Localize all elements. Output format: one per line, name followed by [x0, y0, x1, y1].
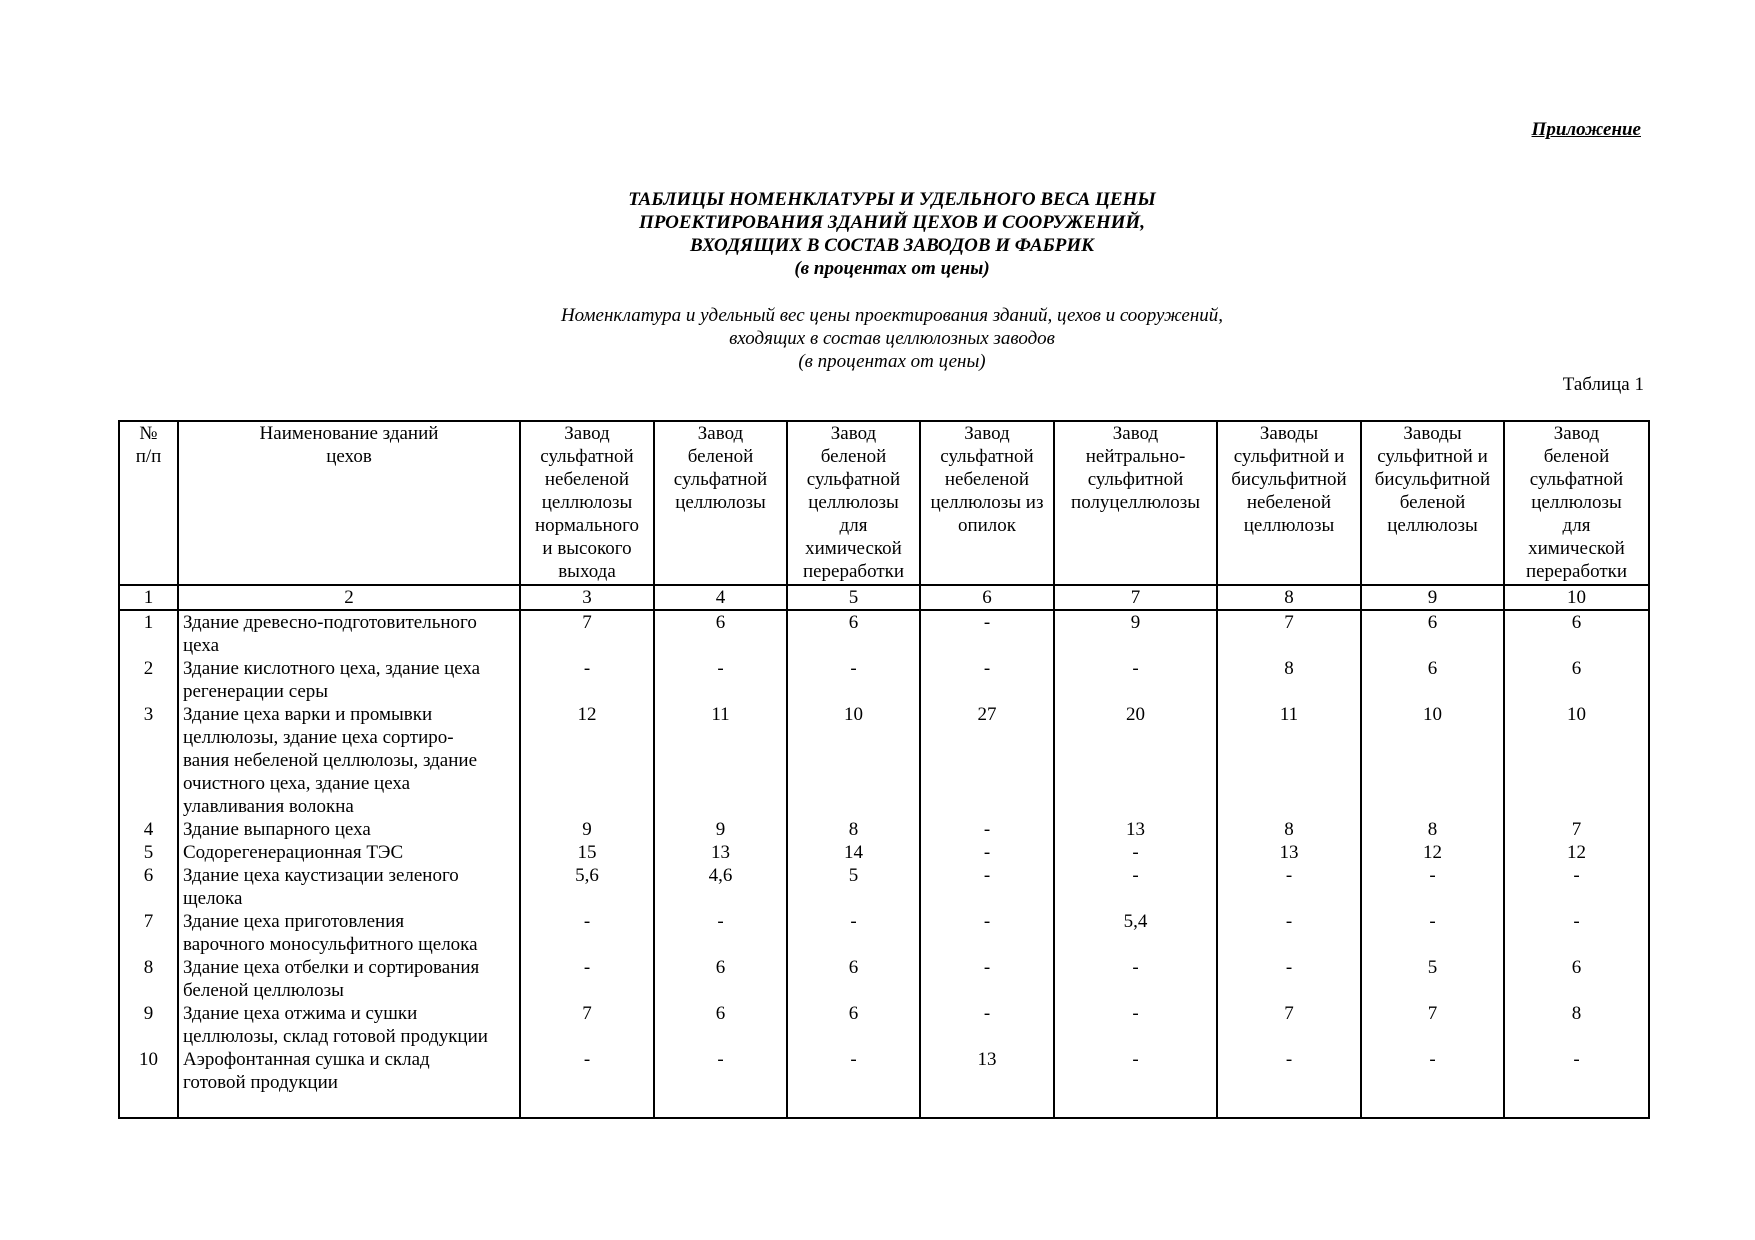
value-cell: 7 [1504, 818, 1649, 841]
building-name: Здание древесно-подготовительного цеха [178, 610, 520, 657]
value-cell: 7 [520, 610, 654, 657]
value-cell: 11 [654, 703, 787, 818]
table-row [119, 841, 1649, 864]
value-cell: - [1217, 910, 1361, 956]
column-header: Завод сульфатной небеленой целлюлозы нормального и высокого выхода [520, 421, 654, 585]
table-row [119, 703, 1649, 818]
row-number: 3 [119, 703, 178, 818]
table-row [119, 610, 1649, 657]
subtitle-line: входящих в состав целлюлозных заводов [729, 328, 1055, 349]
value-cell: 12 [520, 703, 654, 818]
subtitle-line: (в процентах от цены) [798, 351, 986, 372]
value-cell: 11 [1217, 703, 1361, 818]
value-cell: 5 [1361, 956, 1504, 1002]
title-line: ТАБЛИЦЫ НОМЕНКЛАТУРЫ И УДЕЛЬНОГО ВЕСА ЦЕНЫ [628, 189, 1156, 210]
value-cell: 8 [1361, 818, 1504, 841]
value-cell: - [1361, 910, 1504, 956]
column-number: 7 [1054, 585, 1217, 610]
row-number: 2 [119, 657, 178, 703]
building-name: Здание цеха отжима и сушки целлюлозы, склад готовой продукции [178, 1002, 520, 1048]
column-number: 6 [920, 585, 1054, 610]
value-cell: 7 [520, 1002, 654, 1048]
table-row [119, 1002, 1649, 1048]
value-cell: - [1054, 864, 1217, 910]
value-cell: 14 [787, 841, 920, 864]
value-cell: 6 [1504, 610, 1649, 657]
building-name: Здание цеха отбелки и сортирования беленой целлюлозы [178, 956, 520, 1002]
title-line: ПРОЕКТИРОВАНИЯ ЗДАНИЙ ЦЕХОВ И СООРУЖЕНИЙ, [639, 212, 1145, 233]
value-cell: - [1054, 841, 1217, 864]
value-cell: 8 [1504, 1002, 1649, 1048]
value-cell: 6 [787, 1002, 920, 1048]
value-cell: - [1361, 864, 1504, 910]
column-number: 5 [787, 585, 920, 610]
column-number: 10 [1504, 585, 1649, 610]
value-cell: - [920, 1002, 1054, 1048]
value-cell: - [520, 910, 654, 956]
nomenclature-table [118, 420, 1650, 1119]
row-number: 8 [119, 956, 178, 1002]
value-cell: 5,6 [520, 864, 654, 910]
building-name: Здание выпарного цеха [178, 818, 520, 841]
value-cell: 12 [1361, 841, 1504, 864]
value-cell: - [920, 657, 1054, 703]
value-cell: 9 [654, 818, 787, 841]
value-cell: - [1217, 1048, 1361, 1118]
value-cell: - [520, 956, 654, 1002]
table-header-row [119, 421, 1649, 585]
value-cell: - [920, 956, 1054, 1002]
value-cell: 6 [654, 610, 787, 657]
appendix-label: Приложение [1531, 119, 1641, 140]
value-cell: 6 [1361, 610, 1504, 657]
value-cell: - [787, 1048, 920, 1118]
value-cell: 15 [520, 841, 654, 864]
column-number: 4 [654, 585, 787, 610]
row-number: 6 [119, 864, 178, 910]
title-line: ВХОДЯЩИХ В СОСТАВ ЗАВОДОВ И ФАБРИК [689, 235, 1095, 256]
value-cell: - [1217, 956, 1361, 1002]
value-cell: - [787, 657, 920, 703]
value-cell: - [1504, 910, 1649, 956]
value-cell: - [654, 910, 787, 956]
column-number: 1 [119, 585, 178, 610]
value-cell: - [920, 610, 1054, 657]
value-cell: 12 [1504, 841, 1649, 864]
value-cell: 4,6 [654, 864, 787, 910]
building-name: Здание цеха варки и промывки целлюлозы, здание цеха сортиро- вания небеленой целлюлозы, здание очистного цеха, здание цеха улавливания волокна [178, 703, 520, 818]
value-cell: 6 [1504, 657, 1649, 703]
value-cell: 7 [1217, 610, 1361, 657]
value-cell: 7 [1217, 1002, 1361, 1048]
column-header: Завод беленой сульфатной целлюлозы для химической переработки [787, 421, 920, 585]
value-cell: - [1361, 1048, 1504, 1118]
value-cell: 13 [920, 1048, 1054, 1118]
value-cell: - [920, 864, 1054, 910]
value-cell: - [520, 1048, 654, 1118]
building-name: Здание цеха каустизации зеленого щелока [178, 864, 520, 910]
building-name: Содорегенерационная ТЭС [178, 841, 520, 864]
table-subtitle [0, 304, 1755, 373]
value-cell: - [920, 910, 1054, 956]
table-row [119, 657, 1649, 703]
value-cell: 8 [1217, 657, 1361, 703]
value-cell: 6 [654, 1002, 787, 1048]
value-cell: - [1054, 1002, 1217, 1048]
value-cell: 13 [1217, 841, 1361, 864]
value-cell: - [1054, 657, 1217, 703]
column-header: Завод сульфатной небеленой целлюлозы из опилок [920, 421, 1054, 585]
row-number: 1 [119, 610, 178, 657]
column-number-row [119, 585, 1649, 610]
value-cell: 6 [787, 956, 920, 1002]
subtitle-line: Номенклатура и удельный вес цены проектирования зданий, цехов и сооружений, [560, 305, 1224, 326]
value-cell: - [787, 910, 920, 956]
value-cell: 27 [920, 703, 1054, 818]
column-number: 9 [1361, 585, 1504, 610]
building-name: Аэрофонтанная сушка и склад готовой продукции [178, 1048, 520, 1118]
value-cell: 8 [1217, 818, 1361, 841]
value-cell: 6 [1504, 956, 1649, 1002]
table-row [119, 1048, 1649, 1118]
table-row [119, 864, 1649, 910]
value-cell: 9 [520, 818, 654, 841]
value-cell: 20 [1054, 703, 1217, 818]
value-cell: - [654, 657, 787, 703]
column-header: Завод беленой сульфатной целлюлозы [654, 421, 787, 585]
value-cell: - [920, 818, 1054, 841]
table-row [119, 956, 1649, 1002]
table-number-label: Таблица 1 [1562, 374, 1644, 395]
column-number: 2 [178, 585, 520, 610]
table-row [119, 910, 1649, 956]
row-number: 10 [119, 1048, 178, 1118]
value-cell: 6 [1361, 657, 1504, 703]
column-header: Заводы сульфитной и бисульфитной беленой целлюлозы [1361, 421, 1504, 585]
value-cell: - [1217, 864, 1361, 910]
row-number: 4 [119, 818, 178, 841]
value-cell: - [1054, 1048, 1217, 1118]
value-cell: - [1504, 864, 1649, 910]
value-cell: 10 [1361, 703, 1504, 818]
value-cell: - [1504, 1048, 1649, 1118]
row-number: 7 [119, 910, 178, 956]
value-cell: 5 [787, 864, 920, 910]
column-number: 8 [1217, 585, 1361, 610]
value-cell: 13 [654, 841, 787, 864]
value-cell: - [920, 841, 1054, 864]
row-number: 9 [119, 1002, 178, 1048]
column-header: Завод нейтрально- сульфитной полуцеллюлозы [1054, 421, 1217, 585]
value-cell: 10 [1504, 703, 1649, 818]
document-title [0, 188, 1755, 280]
value-cell: - [1054, 956, 1217, 1002]
table-row [119, 818, 1649, 841]
column-header: Завод беленой сульфатной целлюлозы для химической переработки [1504, 421, 1649, 585]
column-header: № п/п [119, 421, 178, 585]
title-line: (в процентах от цены) [794, 258, 990, 279]
value-cell: 9 [1054, 610, 1217, 657]
row-number: 5 [119, 841, 178, 864]
value-cell: 13 [1054, 818, 1217, 841]
value-cell: - [654, 1048, 787, 1118]
column-header: Наименование зданий цехов [178, 421, 520, 585]
value-cell: 5,4 [1054, 910, 1217, 956]
building-name: Здание цеха приготовления варочного моносульфитного щелока [178, 910, 520, 956]
value-cell: 10 [787, 703, 920, 818]
value-cell: 8 [787, 818, 920, 841]
building-name: Здание кислотного цеха, здание цеха регенерации серы [178, 657, 520, 703]
column-number: 3 [520, 585, 654, 610]
value-cell: 6 [787, 610, 920, 657]
value-cell: - [520, 657, 654, 703]
value-cell: 6 [654, 956, 787, 1002]
column-header: Заводы сульфитной и бисульфитной небеленой целлюлозы [1217, 421, 1361, 585]
value-cell: 7 [1361, 1002, 1504, 1048]
